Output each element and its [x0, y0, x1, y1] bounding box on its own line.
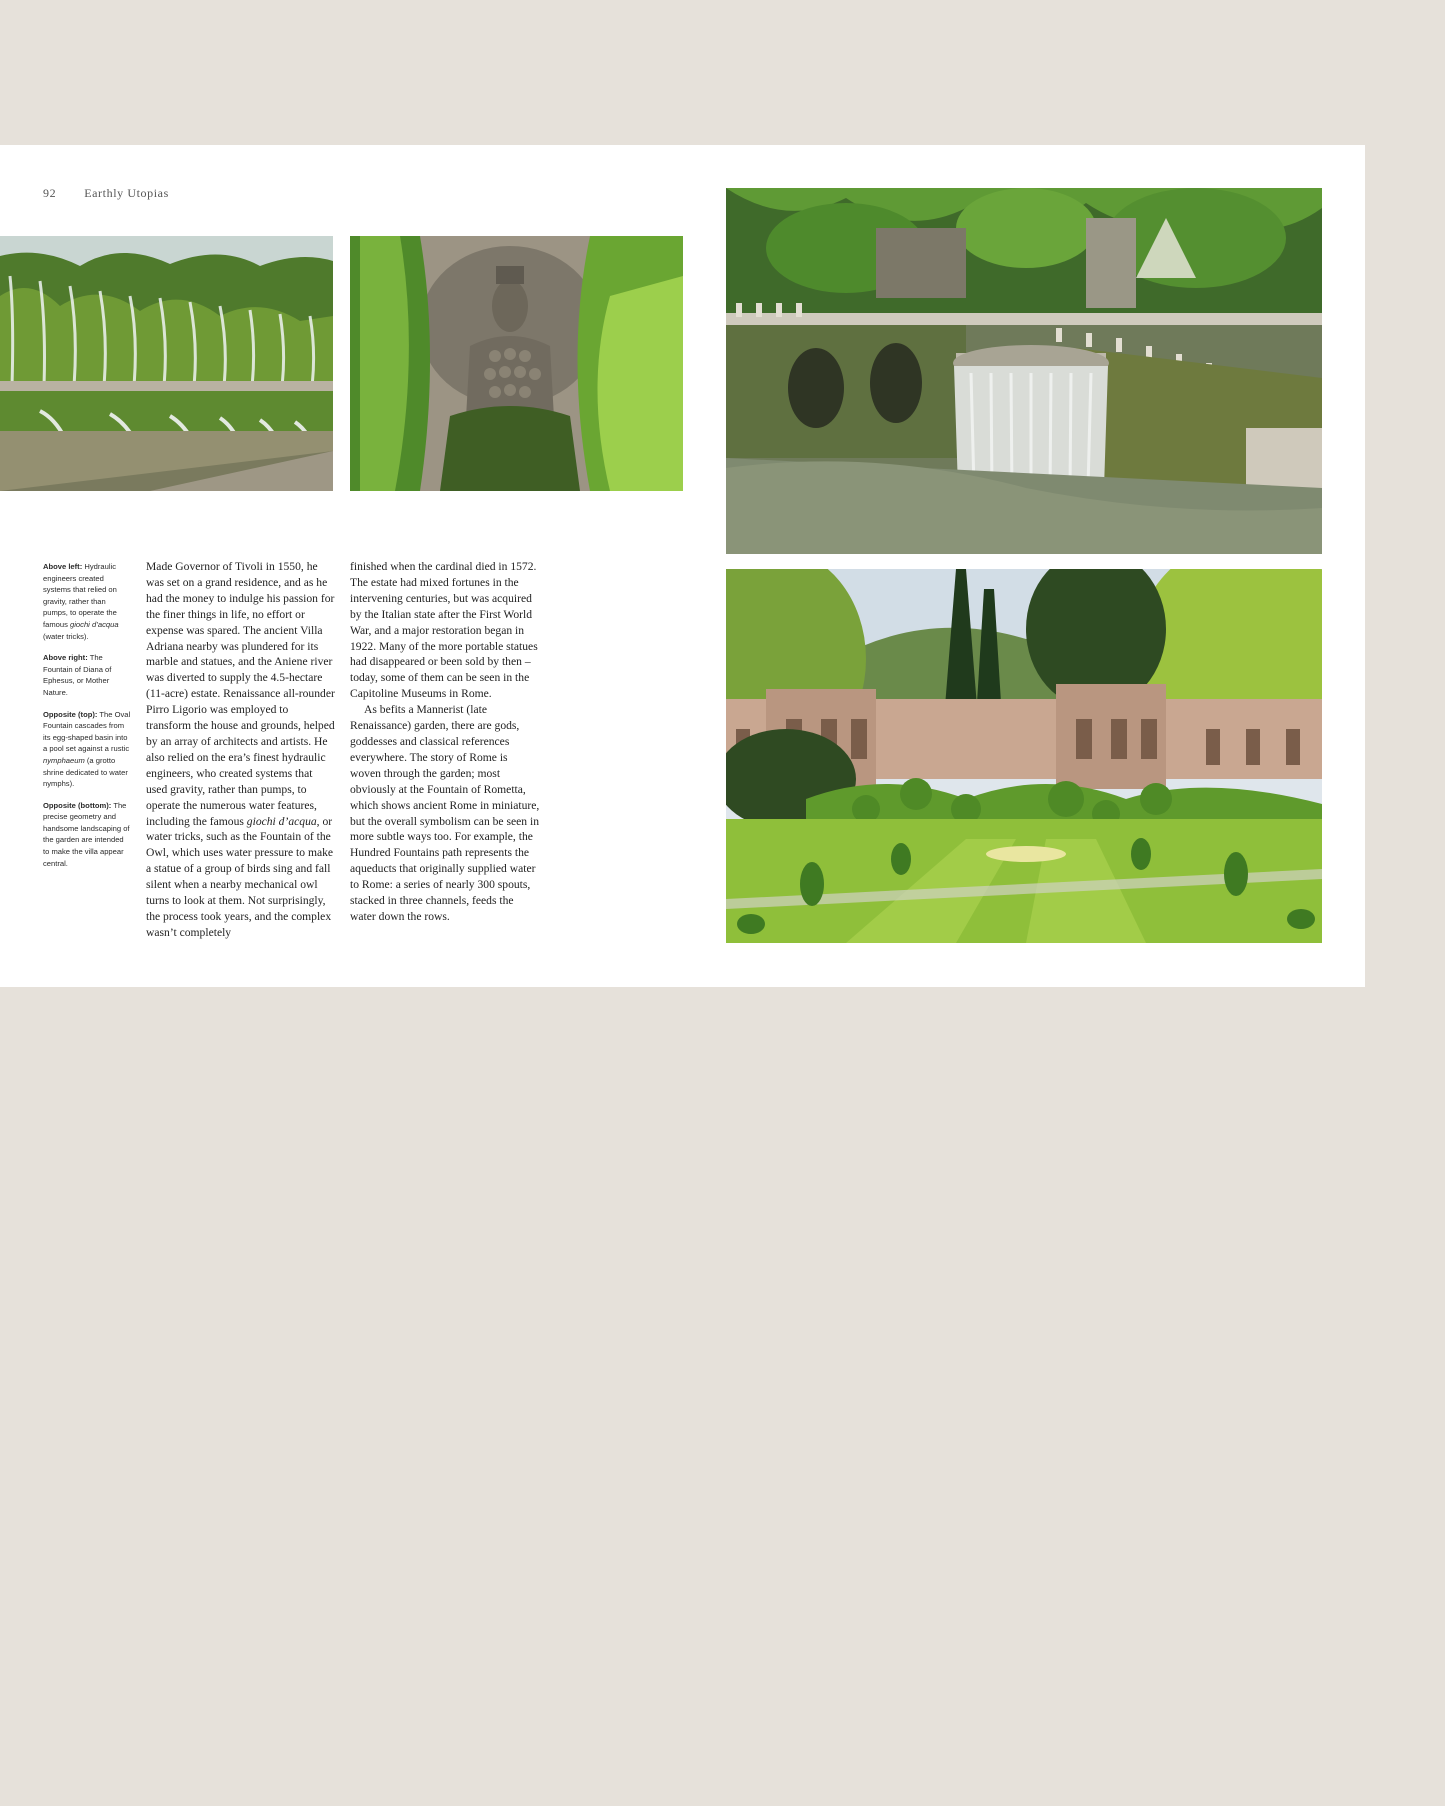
photo-hundred-fountains	[0, 236, 333, 491]
body-paragraph: finished when the cardinal died in 1572. The estate had mixed fortunes in the intervening centuries, but was acquired by the Italian state after the First World War, and a major restoration began in 1922. Many of the more portable statues had disappeared or been sold by then – today, some of them can be seen in the Capitoline Museums in Rome.	[350, 560, 538, 701]
caption-label: Opposite (bottom):	[43, 800, 112, 810]
body-italic-term: giochi d’acqua	[246, 814, 317, 828]
caption-italic-term: giochi d’acqua	[70, 619, 119, 629]
body-paragraph: As befits a Mannerist (late Renaissance) garden, there are gods, goddesses and classical references everywhere. The story of Rome is woven through the garden; most obviously at the Fountain of Rometta, which shows ancient Rome in miniature, but the overall symbolism can be seen in more subtle ways too. For example, the Hundred Fountains path represents the aqueducts that originally supplied water to Rome: a series of nearly 300 spouts, stacked in three channels, feeds the water down the rows.	[350, 703, 540, 923]
body-column-2	[350, 559, 540, 925]
body-text: Made Governor of Tivoli in 1550, he was set on a grand residence, and as he had the money to indulge his passion for the finer things in life, no effort or expense was spared. The ancient Villa Adriana nearby was plundered for its marble and statues, and the Aniene river was diverted to supply the 4.5-hectare (11-acre) estate. Renaissance all-rounder Pirro Ligorio was employed to transform the house and grounds, helped by an array of architects and artists. He also relied on the era’s finest hydraulic engineers, who created systems that used gravity, rather than pumps, to operate the numerous water features, including the famous	[146, 560, 335, 828]
book-spread	[0, 145, 1365, 987]
captions-column	[43, 561, 131, 879]
caption-opposite-bottom	[43, 800, 131, 870]
caption-label: Opposite (top):	[43, 709, 98, 719]
caption-label: Above left:	[43, 562, 83, 571]
photo-oval-fountain	[726, 188, 1322, 554]
photo-villa-garden	[726, 569, 1322, 943]
caption-above-right	[43, 652, 131, 698]
caption-above-left	[43, 561, 131, 642]
caption-opposite-top	[43, 709, 131, 790]
caption-text: The Oval Fountain cascades from its egg-shaped basin into a pool set against a rustic	[43, 709, 131, 754]
body-text: , or water tricks, such as the Fountain of the Owl, which uses water pressure to make a statue of a group of birds sing and fall silent when a nearby mechanical owl turns to look at them. Not surprisingly, the process took years, and the complex wasn’t completely	[146, 814, 334, 939]
caption-text: Hydraulic engineers created systems that relied on gravity, rather than pumps, to operate the famous	[43, 562, 117, 629]
caption-label: Above right:	[43, 653, 88, 663]
page-number: 92	[43, 186, 57, 200]
body-column-1	[146, 559, 336, 941]
caption-text: (a grotto shrine dedicated to water nymphs).	[43, 755, 128, 789]
caption-italic-term: nymphaeum	[43, 755, 85, 765]
caption-text: The Fountain of Diana of Ephesus, or Mother Nature.	[43, 653, 112, 697]
photo-fountain-of-diana	[350, 236, 683, 491]
body-paragraph	[146, 559, 336, 941]
caption-text: (water tricks).	[43, 631, 89, 641]
running-header	[43, 186, 169, 201]
caption-text: The precise geometry and handsome landscaping of the garden are intended to make the villa appear central.	[43, 800, 130, 868]
section-title: Earthly Utopias	[84, 186, 169, 200]
